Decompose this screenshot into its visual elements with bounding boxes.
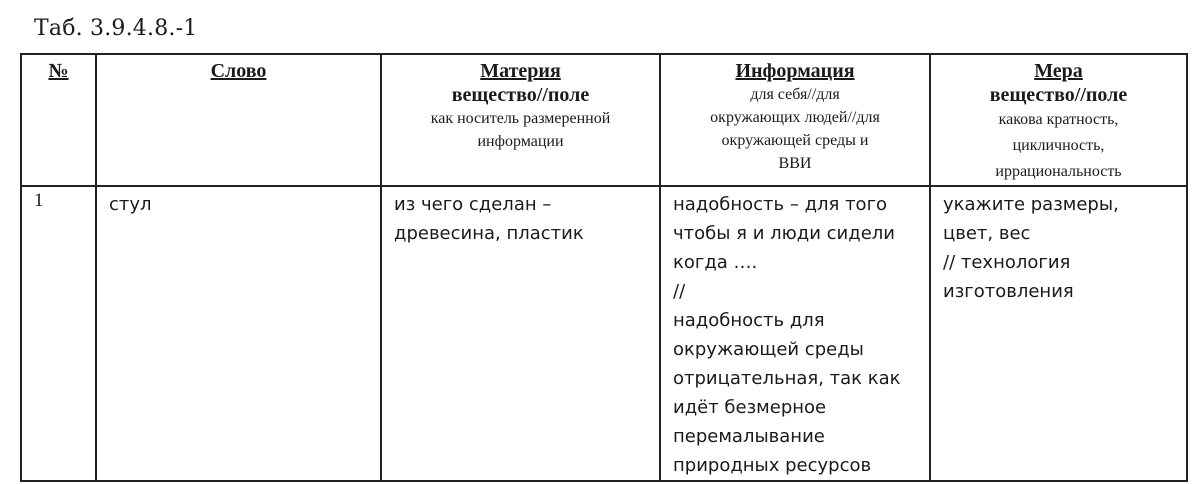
header-matter-sub-line: как носитель размеренной xyxy=(430,110,611,127)
row-measure-line: изготовления xyxy=(943,281,1074,302)
table-row xyxy=(21,186,1187,481)
header-matter-title: Материя xyxy=(480,60,561,82)
row-matter-line: древесина, пластик xyxy=(394,223,584,244)
header-word-label: Слово xyxy=(210,60,267,82)
row-info-line: окружающей среды xyxy=(673,339,864,360)
header-num xyxy=(21,54,96,186)
header-measure-bold: вещество//поле xyxy=(989,84,1128,106)
row-info-line: // xyxy=(673,281,686,302)
row-info-line: отрицательная, так как xyxy=(673,368,901,389)
header-measure xyxy=(930,54,1187,186)
header-measure-sub-line: какова кратность, xyxy=(998,111,1119,128)
row-info-line: когда …. xyxy=(673,252,758,273)
header-matter-bold: вещество//поле xyxy=(451,84,590,106)
concept-table xyxy=(20,53,1188,482)
header-matter-sub-line: информации xyxy=(477,133,564,150)
row-info-line: перемалывание xyxy=(673,426,825,447)
row-info-line: чтобы я и люди сидели xyxy=(673,223,895,244)
header-info-sub-line: окружающих людей//для xyxy=(710,109,880,126)
header-matter xyxy=(381,54,660,186)
header-measure-sub-line: иррациональность xyxy=(995,163,1122,180)
table-caption: Таб. 3.9.4.8.-1 xyxy=(34,16,198,41)
header-measure-sub-line: цикличность, xyxy=(1012,137,1105,154)
table-header-row xyxy=(21,54,1187,186)
header-info-sub-line: ВВИ xyxy=(778,155,812,172)
row-measure-line: // технология xyxy=(943,252,1071,273)
row-matter xyxy=(381,186,660,481)
row-info-line: идёт безмерное xyxy=(673,397,827,418)
header-info-title: Информация xyxy=(735,60,855,82)
row-info xyxy=(660,186,930,481)
header-info-sub-line: для себя//для xyxy=(750,86,840,103)
header-num-label: № xyxy=(48,60,69,82)
row-word: стул xyxy=(96,186,381,481)
row-info-line: надобность для xyxy=(673,310,825,331)
header-info xyxy=(660,54,930,186)
header-measure-title: Мера xyxy=(1034,60,1083,82)
row-matter-line: из чего сделан – xyxy=(394,194,552,215)
header-info-sub-line: окружающей среды и xyxy=(721,132,869,149)
row-num: 1 xyxy=(21,186,96,481)
header-word xyxy=(96,54,381,186)
row-info-line: природных ресурсов xyxy=(673,455,872,476)
row-measure-line: цвет, вес xyxy=(943,223,1031,244)
row-measure-line: укажите размеры, xyxy=(943,194,1119,215)
row-info-line: надобность – для того xyxy=(673,194,888,215)
row-measure xyxy=(930,186,1187,481)
